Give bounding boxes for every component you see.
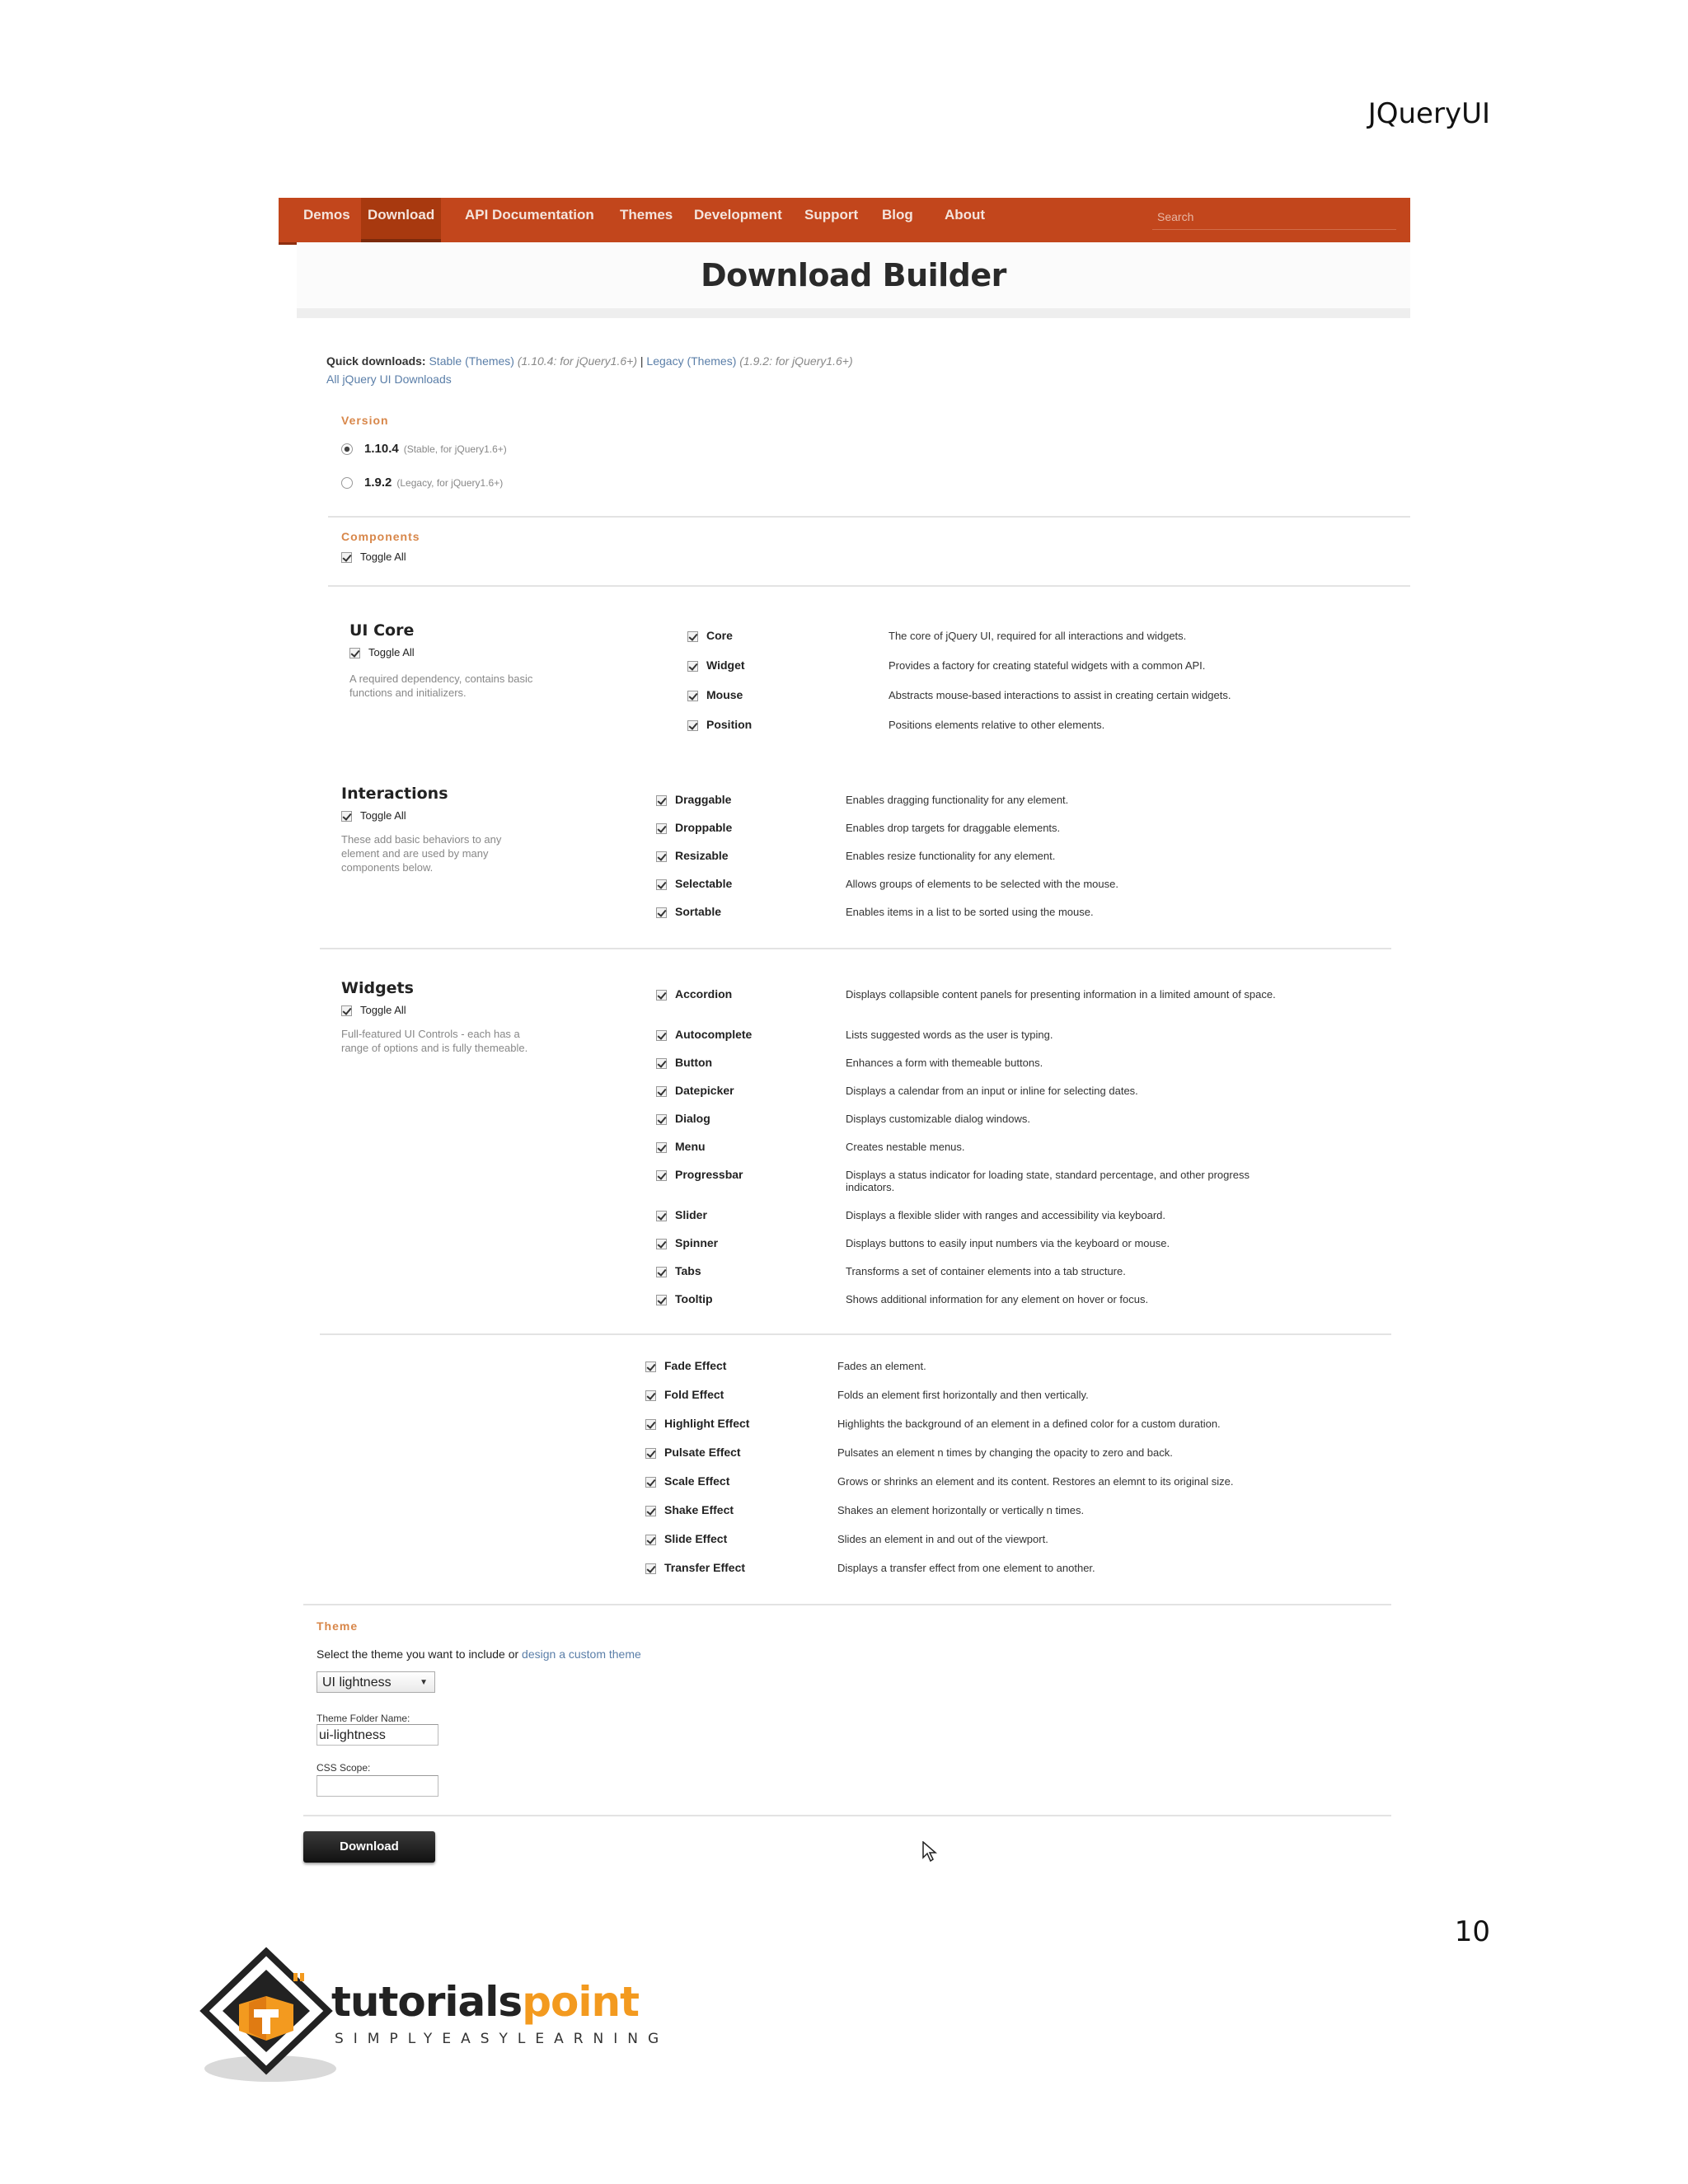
theme-folder-label: Theme Folder Name:: [316, 1713, 410, 1724]
component-desc: Displays a transfer effect from one element to another.: [837, 1562, 1095, 1574]
widgets-desc: Full-featured UI Controls - each has a range of options and is fully themeable.: [341, 1028, 528, 1054]
nav-about[interactable]: About: [945, 207, 986, 223]
component-accordion[interactable]: Accordion: [656, 987, 732, 1001]
title-band: [297, 242, 1410, 318]
checkbox-icon[interactable]: [645, 1448, 656, 1459]
version-option-stable[interactable]: 1.10.4 (Stable, for jQuery1.6+): [341, 442, 507, 456]
interactions-title: Interactions: [341, 785, 448, 803]
interactions-toggle-all[interactable]: Toggle All: [341, 809, 406, 822]
component-widget[interactable]: Widget: [687, 658, 745, 672]
divider: [303, 1604, 1391, 1605]
divider: [320, 1333, 1391, 1335]
checkbox-icon[interactable]: [687, 631, 698, 642]
legacy-themes-link[interactable]: (Themes): [687, 354, 737, 368]
checkbox-icon[interactable]: [687, 661, 698, 672]
page-title: Download Builder: [701, 257, 1006, 293]
component-desc: Enables items in a list to be sorted using the mouse.: [846, 906, 1094, 918]
quick-separator: |: [640, 354, 644, 368]
legacy-link[interactable]: Legacy: [646, 354, 684, 368]
chevron-down-icon: ▼: [420, 1678, 428, 1687]
divider: [303, 1815, 1391, 1816]
checkbox-icon[interactable]: [645, 1419, 656, 1430]
checkbox-icon[interactable]: [645, 1390, 656, 1401]
stable-note: (1.10.4: for jQuery1.6+): [517, 354, 637, 368]
component-spinner[interactable]: Spinner: [656, 1236, 718, 1249]
component-desc: Shows additional information for any element on hover or focus.: [846, 1293, 1149, 1305]
radio-icon[interactable]: [341, 477, 353, 489]
checkbox-icon[interactable]: [656, 1170, 667, 1181]
all-downloads-link[interactable]: All jQuery UI Downloads: [326, 373, 452, 386]
search-input[interactable]: Search: [1152, 204, 1396, 230]
component-tabs[interactable]: Tabs: [656, 1264, 701, 1277]
component-desc: Displays a calendar from an input or inline for selecting dates.: [846, 1085, 1138, 1097]
component-desc: Folds an element first horizontally and then vertically.: [837, 1389, 1089, 1401]
component-desc: Enables drop targets for draggable elements.: [846, 822, 1061, 834]
ui-core-toggle-all[interactable]: Toggle All: [349, 646, 415, 658]
design-custom-theme-link[interactable]: design a custom theme: [522, 1647, 641, 1661]
nav-development[interactable]: Development: [694, 207, 782, 223]
component-desc: Fades an element.: [837, 1360, 926, 1372]
checkbox-icon[interactable]: [656, 1114, 667, 1125]
checkbox-icon[interactable]: [656, 851, 667, 862]
screenshot-panel: [279, 198, 1410, 1871]
stable-themes-link[interactable]: (Themes): [465, 354, 514, 368]
widgets-title: Widgets: [341, 979, 414, 997]
ui-core-desc: A required dependency, contains basic functions and initializers.: [349, 673, 533, 699]
component-desc: Provides a factory for creating stateful widgets with a common API.: [889, 659, 1206, 672]
component-shake-effect[interactable]: Shake Effect: [645, 1503, 734, 1516]
version-option-legacy[interactable]: 1.9.2 (Legacy, for jQuery1.6+): [341, 476, 503, 490]
top-navbar: [279, 198, 1410, 245]
component-highlight-effect[interactable]: Highlight Effect: [645, 1417, 749, 1430]
component-menu[interactable]: Menu: [656, 1140, 706, 1153]
component-desc: The core of jQuery UI, required for all interactions and widgets.: [889, 630, 1187, 642]
theme-select[interactable]: UI lightness ▼: [316, 1671, 435, 1693]
component-button[interactable]: Button: [656, 1056, 712, 1069]
mouse-cursor-icon: [921, 1841, 938, 1863]
component-draggable[interactable]: Draggable: [656, 793, 731, 806]
nav-demos[interactable]: Demos: [303, 207, 350, 223]
checkbox-icon[interactable]: [645, 1563, 656, 1574]
logo-tagline: SIMPLYEASYLEARNING: [335, 2031, 669, 2047]
component-desc: Slides an element in and out of the viewport.: [837, 1533, 1048, 1545]
quick-downloads: [326, 354, 853, 368]
theme-instructions: Select the theme you want to include or design a custom theme: [316, 1647, 641, 1661]
component-desc: Enables dragging functionality for any element.: [846, 794, 1069, 806]
widgets-toggle-all[interactable]: Toggle All: [341, 1004, 406, 1016]
checkbox-icon[interactable]: [656, 1030, 667, 1041]
checkbox-icon[interactable]: [341, 552, 352, 563]
component-slider[interactable]: Slider: [656, 1208, 707, 1221]
component-autocomplete[interactable]: Autocomplete: [656, 1028, 752, 1041]
component-transfer-effect[interactable]: Transfer Effect: [645, 1561, 745, 1574]
component-fade-effect[interactable]: Fade Effect: [645, 1359, 726, 1372]
component-desc: Abstracts mouse-based interactions to assist in creating certain widgets.: [889, 689, 1231, 701]
component-resizable[interactable]: Resizable: [656, 849, 729, 862]
component-desc: Displays collapsible content panels for presenting information in a limited amount of space.: [846, 988, 1276, 1001]
component-desc: Transforms a set of container elements into a tab structure.: [846, 1265, 1126, 1277]
component-scale-effect[interactable]: Scale Effect: [645, 1474, 729, 1488]
component-position[interactable]: Position: [687, 718, 752, 731]
component-desc: Displays customizable dialog windows.: [846, 1113, 1030, 1125]
component-core[interactable]: Core: [687, 629, 733, 642]
radio-icon[interactable]: [341, 443, 353, 455]
component-desc: Displays a status indicator for loading state, standard percentage, and other progress indicators.: [846, 1169, 1250, 1193]
checkbox-icon[interactable]: [656, 1086, 667, 1097]
divider: [328, 585, 1410, 587]
checkbox-icon[interactable]: [645, 1477, 656, 1488]
checkbox-icon[interactable]: [656, 823, 667, 834]
checkbox-icon[interactable]: [656, 990, 667, 1001]
checkbox-icon[interactable]: [656, 1211, 667, 1221]
stable-link[interactable]: Stable: [429, 354, 462, 368]
logo-emblem-icon: [196, 1945, 336, 2092]
nav-download[interactable]: Download: [361, 198, 441, 242]
version-label: Version: [341, 414, 389, 427]
component-droppable[interactable]: Droppable: [656, 821, 732, 834]
checkbox-icon[interactable]: [341, 1005, 352, 1016]
component-sortable[interactable]: Sortable: [656, 905, 721, 918]
logo-wordmark: tutorialspoint: [331, 1978, 639, 2026]
checkbox-icon[interactable]: [656, 907, 667, 918]
component-desc: Positions elements relative to other elements.: [889, 719, 1105, 731]
theme-label: Theme: [316, 1619, 359, 1633]
component-desc: Enables resize functionality for any element.: [846, 850, 1056, 862]
component-progressbar[interactable]: Progressbar: [656, 1168, 743, 1181]
component-pulsate-effect[interactable]: Pulsate Effect: [645, 1446, 741, 1459]
quick-downloads-label: Quick downloads:: [326, 354, 426, 368]
legacy-note: (1.9.2: for jQuery1.6+): [739, 354, 853, 368]
component-desc: Allows groups of elements to be selected with the mouse.: [846, 878, 1118, 890]
component-mouse[interactable]: Mouse: [687, 688, 743, 701]
checkbox-icon[interactable]: [656, 1295, 667, 1305]
checkbox-icon[interactable]: [656, 879, 667, 890]
divider: [328, 516, 1410, 518]
checkbox-icon[interactable]: [341, 811, 352, 822]
component-tooltip[interactable]: Tooltip: [656, 1292, 713, 1305]
component-desc: Shakes an element horizontally or vertically n times.: [837, 1504, 1085, 1516]
nav-themes[interactable]: Themes: [620, 207, 673, 223]
component-desc: Highlights the background of an element in a defined color for a custom duration.: [837, 1418, 1221, 1430]
checkbox-icon[interactable]: [656, 1267, 667, 1277]
checkbox-icon[interactable]: [687, 691, 698, 701]
nav-api-documentation[interactable]: API Documentation: [465, 207, 594, 223]
component-desc: Creates nestable menus.: [846, 1141, 965, 1153]
checkbox-icon[interactable]: [656, 795, 667, 806]
checkbox-icon[interactable]: [645, 1535, 656, 1545]
checkbox-icon[interactable]: [645, 1506, 656, 1516]
page-number: 10: [1454, 1915, 1490, 1948]
nav-support[interactable]: Support: [804, 207, 859, 223]
download-button[interactable]: Download: [303, 1831, 435, 1863]
components-label: Components: [341, 530, 420, 543]
component-desc: Pulsates an element n times by changing the opacity to zero and back.: [837, 1446, 1173, 1459]
component-desc: Enhances a form with themeable buttons.: [846, 1057, 1043, 1069]
component-fold-effect[interactable]: Fold Effect: [645, 1388, 724, 1401]
component-desc: Displays buttons to easily input numbers via the keyboard or mouse.: [846, 1237, 1170, 1249]
component-dialog[interactable]: Dialog: [656, 1112, 710, 1125]
css-scope-label: CSS Scope:: [316, 1762, 371, 1774]
theme-folder-input[interactable]: ui-lightness: [316, 1724, 438, 1746]
component-slide-effect[interactable]: Slide Effect: [645, 1532, 727, 1545]
ui-core-title: UI Core: [349, 621, 415, 640]
tutorialspoint-logo: [196, 1945, 669, 2092]
css-scope-input[interactable]: [316, 1775, 438, 1797]
component-desc: Displays a flexible slider with ranges and accessibility via keyboard.: [846, 1209, 1166, 1221]
nav-blog[interactable]: Blog: [882, 207, 913, 223]
checkbox-icon[interactable]: [349, 648, 360, 658]
component-datepicker[interactable]: Datepicker: [656, 1084, 734, 1097]
checkbox-icon[interactable]: [656, 1058, 667, 1069]
page-header: JQueryUI: [1367, 97, 1490, 130]
components-toggle-all[interactable]: Toggle All: [341, 551, 406, 563]
checkbox-icon[interactable]: [656, 1142, 667, 1153]
component-selectable[interactable]: Selectable: [656, 877, 732, 890]
component-desc: Lists suggested words as the user is typing.: [846, 1029, 1053, 1041]
checkbox-icon[interactable]: [656, 1239, 667, 1249]
divider: [320, 948, 1391, 949]
component-desc: Grows or shrinks an element and its content. Restores an elemnt to its original size.: [837, 1475, 1234, 1488]
checkbox-icon[interactable]: [687, 720, 698, 731]
interactions-desc: These add basic behaviors to any element and are used by many components below.: [341, 833, 502, 874]
checkbox-icon[interactable]: [645, 1361, 656, 1372]
